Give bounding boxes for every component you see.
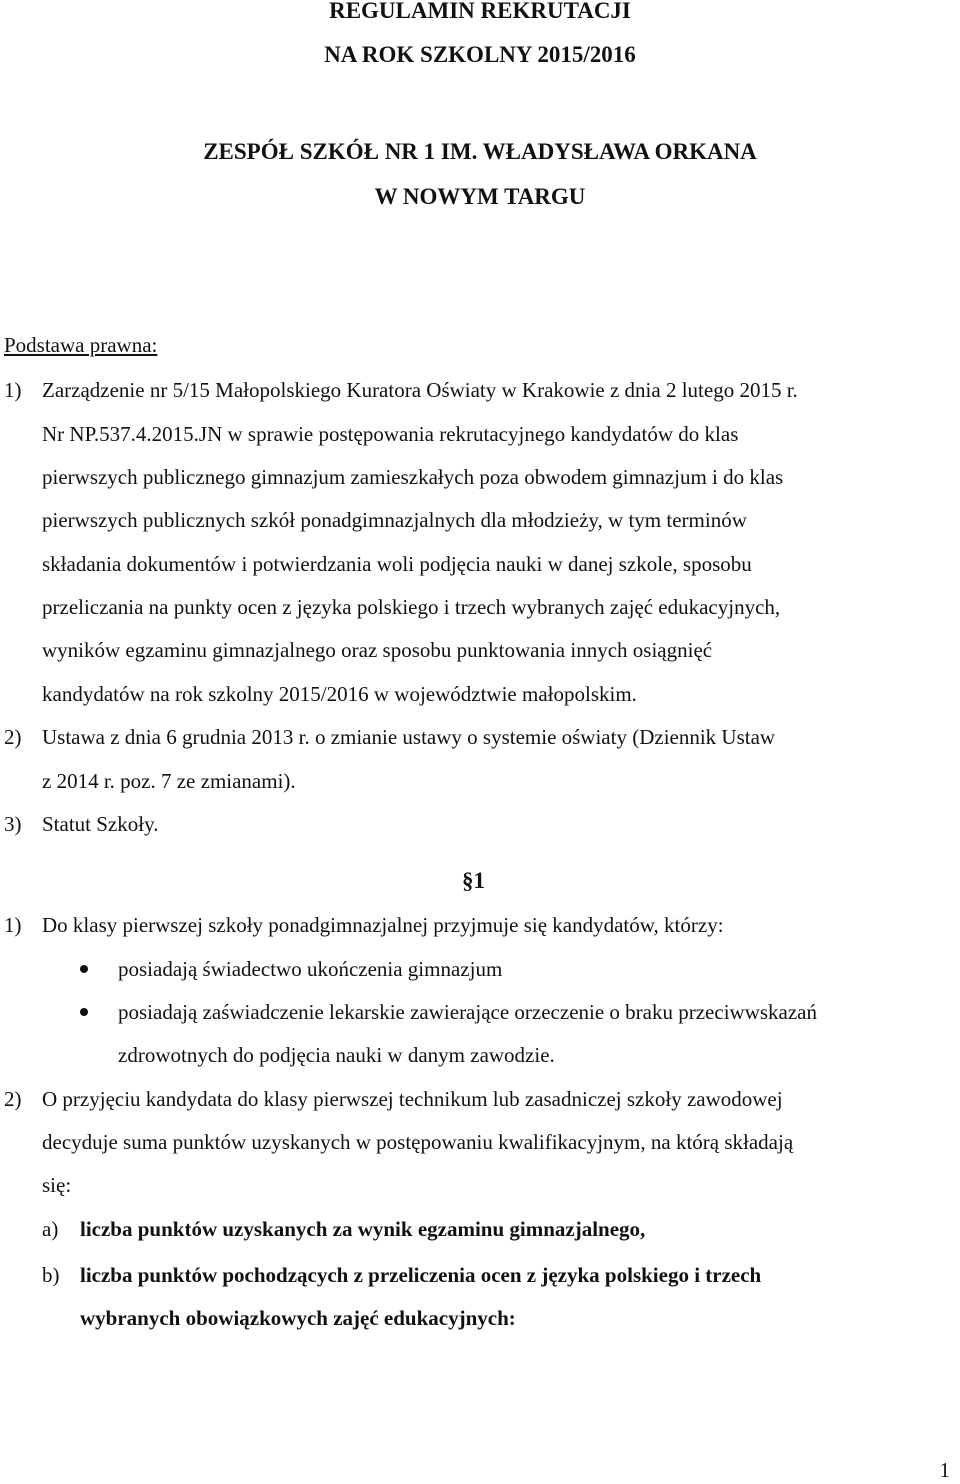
basis-item2-line1: Ustawa z dnia 6 grudnia 2013 r. o zmianie ustawy o systemie oświaty (Dziennik Ustaw: [42, 725, 776, 749]
basis-item1-line2: Nr NP.537.4.2015.JN w sprawie postępowania rekrutacyjnego kandydatów do klas: [42, 422, 739, 446]
doc-title-line2: NA ROK SZKOLNY 2015/2016: [324, 42, 636, 67]
basis-item1-line1: Zarządzenie nr 5/15 Małopolskiego Kuratora Oświaty w Krakowie z dnia 2 lutego 2015 r.: [42, 378, 798, 402]
basis-item3-line1: Statut Szkoły.: [42, 812, 159, 836]
sub-item-b-line2: wybranych obowiązkowych zajęć edukacyjnych:: [80, 1306, 516, 1330]
bullet-icon: [80, 1008, 88, 1016]
basis-item1-line8: kandydatów na rok szkolny 2015/2016 w województwie małopolskim.: [42, 682, 637, 706]
sub-item-b-marker: b): [42, 1263, 60, 1287]
basis-item1-line6: przeliczania na punkty ocen z języka polskiego i trzech wybranych zajęć edukacyjnych,: [42, 595, 781, 619]
section1-item2-line1: O przyjęciu kandydata do klasy pierwszej technikum lub zasadniczej szkoły zawodowej: [42, 1087, 783, 1111]
basis-item1-line7: wyników egzaminu gimnazjalnego oraz sposobu punktowania innych osiągnięć: [42, 638, 713, 662]
section1-item2-marker: 2): [4, 1087, 22, 1111]
legal-basis-heading: Podstawa prawna:: [4, 333, 158, 357]
page-number: 1: [939, 1458, 950, 1482]
school-name-line1: ZESPÓŁ SZKÓŁ NR 1 IM. WŁADYSŁAWA ORKANA: [203, 139, 757, 164]
doc-title-line1: REGULAMIN REKRUTACJI: [329, 0, 631, 23]
section1-item1-text: Do klasy pierwszej szkoły ponadgimnazjalnej przyjmuje się kandydatów, którzy:: [42, 913, 724, 937]
basis-item1-line4: pierwszych publicznych szkół ponadgimnazjalnych dla młodzieży, w tym terminów: [42, 508, 747, 532]
basis-item2-marker: 2): [4, 725, 22, 749]
basis-item3-marker: 3): [4, 812, 22, 836]
requirement-item-2-line2: zdrowotnych do podjęcia nauki w danym zawodzie.: [118, 1043, 555, 1067]
basis-item1-line5: składania dokumentów i potwierdzania woli podjęcia nauki w danej szkole, sposobu: [42, 552, 752, 576]
school-name-line2: W NOWYM TARGU: [374, 184, 586, 209]
sub-item-a-text: liczba punktów uzyskanych za wynik egzaminu gimnazjalnego,: [80, 1217, 646, 1241]
basis-item1-line3: pierwszych publicznego gimnazjum zamieszkałych poza obwodem gimnazjum i do klas: [42, 465, 784, 489]
sub-item-a-marker: a): [42, 1217, 59, 1241]
basis-item1-marker: 1): [4, 378, 22, 402]
requirement-item-2-line1: posiadają zaświadczenie lekarskie zawierające orzeczenie o braku przeciwwskazań: [118, 1000, 817, 1024]
section-title: §1: [462, 868, 485, 893]
basis-item2-line2: z 2014 r. poz. 7 ze zmianami).: [42, 769, 296, 793]
bullet-icon: [80, 965, 88, 973]
section1-item2-line2: decyduje suma punktów uzyskanych w postępowaniu kwalifikacyjnym, na którą składają: [42, 1130, 794, 1154]
section1-item1-marker: 1): [4, 913, 22, 937]
sub-item-b-line1: liczba punktów pochodzących z przeliczenia ocen z języka polskiego i trzech: [80, 1263, 762, 1287]
requirement-item-1: posiadają świadectwo ukończenia gimnazjum: [118, 957, 503, 981]
section1-item2-line3: się:: [42, 1173, 72, 1197]
